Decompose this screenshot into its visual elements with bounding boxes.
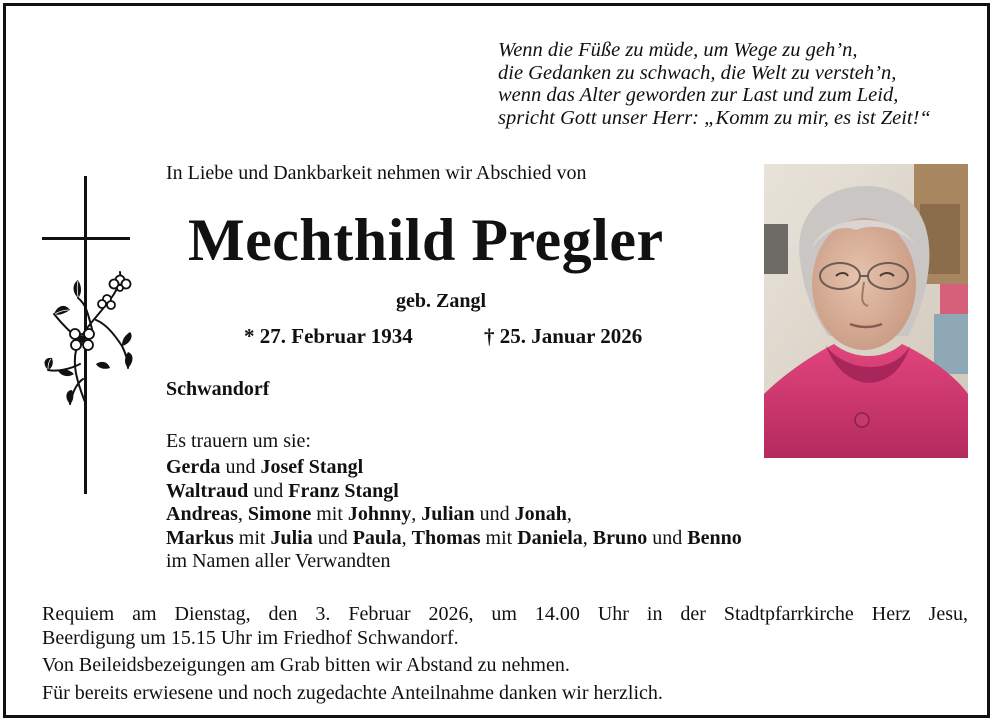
mourner-connector: und bbox=[647, 526, 688, 549]
mourner-name: Josef Stangl bbox=[260, 456, 364, 478]
mourner-connector: , bbox=[401, 526, 412, 549]
mourner-connector: und bbox=[474, 503, 515, 525]
mourner-name: Gerda bbox=[166, 456, 221, 478]
mourner-line bbox=[166, 503, 742, 527]
mourner-name: Paula bbox=[352, 526, 402, 549]
mourner-connector: mit bbox=[311, 503, 348, 525]
mourner-name: Thomas bbox=[411, 526, 481, 549]
mourner-name: Markus bbox=[166, 526, 234, 549]
mourner-connector: und bbox=[220, 456, 261, 478]
mourner-name: Julian bbox=[421, 503, 475, 525]
mourner-name: Jonah bbox=[514, 503, 567, 525]
mourner-connector: und bbox=[248, 479, 289, 502]
poem-line: wenn das Alter geworden zur Last und zum Leid, bbox=[498, 84, 899, 106]
cross-with-flowers-icon bbox=[36, 174, 140, 496]
mourner-name: Daniela bbox=[517, 526, 583, 549]
mourner-connector: , bbox=[582, 526, 593, 549]
mourner-name: Andreas bbox=[166, 503, 238, 525]
mourner-name: Simone bbox=[247, 503, 312, 525]
birth-name: geb. Zangl bbox=[396, 290, 487, 312]
mourner-line bbox=[166, 456, 742, 480]
mourner-line bbox=[166, 550, 742, 574]
mourner-name: Benno bbox=[687, 526, 742, 549]
death-date: † 25. Januar 2026 bbox=[484, 324, 643, 348]
poem-line: die Gedanken zu schwach, die Welt zu versteh’n, bbox=[498, 61, 897, 84]
mourner-name: Bruno bbox=[592, 526, 648, 549]
mourners-intro: Es trauern um sie: bbox=[166, 430, 311, 452]
poem-line: spricht Gott unser Herr: „Komm zu mir, es ist Zeit!“ bbox=[498, 106, 931, 129]
mourner-connector: , bbox=[566, 503, 572, 525]
poem-line: Wenn die Füße zu müde, um Wege zu geh’n, bbox=[498, 39, 858, 61]
hometown: Schwandorf bbox=[166, 378, 270, 400]
obituary-notice bbox=[3, 3, 990, 718]
mourner-name: Johnny bbox=[347, 503, 412, 525]
portrait-photo bbox=[764, 164, 968, 458]
burial-line: Beerdigung um 15.15 Uhr im Friedhof Schwandorf. bbox=[42, 626, 459, 649]
mourner-connector: , bbox=[411, 503, 422, 525]
mourners-list bbox=[166, 456, 742, 574]
poem bbox=[498, 39, 931, 129]
thanks-note: Für bereits erwiesene und noch zugedachte Anteilnahme danken wir herzlich. bbox=[42, 681, 663, 704]
mourner-line bbox=[166, 480, 742, 504]
mourner-connector: , bbox=[237, 503, 248, 525]
intro-text: In Liebe und Dankbarkeit nehmen wir Abschied von bbox=[166, 162, 587, 184]
mourner-line bbox=[166, 527, 742, 551]
service-info bbox=[42, 603, 968, 705]
birth-date: * 27. Februar 1934 bbox=[244, 324, 413, 348]
condolence-note: Von Beileidsbezeigungen am Grab bitten wir Abstand zu nehmen. bbox=[42, 654, 570, 676]
mourner-connector: mit bbox=[233, 526, 271, 549]
mourner-connector: und bbox=[312, 526, 353, 549]
deceased-name: Mechthild Pregler bbox=[188, 207, 664, 273]
mourner-name: Julia bbox=[270, 526, 313, 549]
mourner-connector: mit bbox=[480, 526, 518, 549]
requiem-line: Requiem am Dienstag, den 3. Februar 2026, um 14.00 Uhr in der Stadtpfarrkirche Herz Jesu, bbox=[42, 603, 968, 625]
mourner-connector: im Namen aller Verwandten bbox=[166, 550, 391, 572]
mourner-name: Waltraud bbox=[166, 479, 249, 502]
mourner-name: Franz Stangl bbox=[288, 479, 399, 502]
